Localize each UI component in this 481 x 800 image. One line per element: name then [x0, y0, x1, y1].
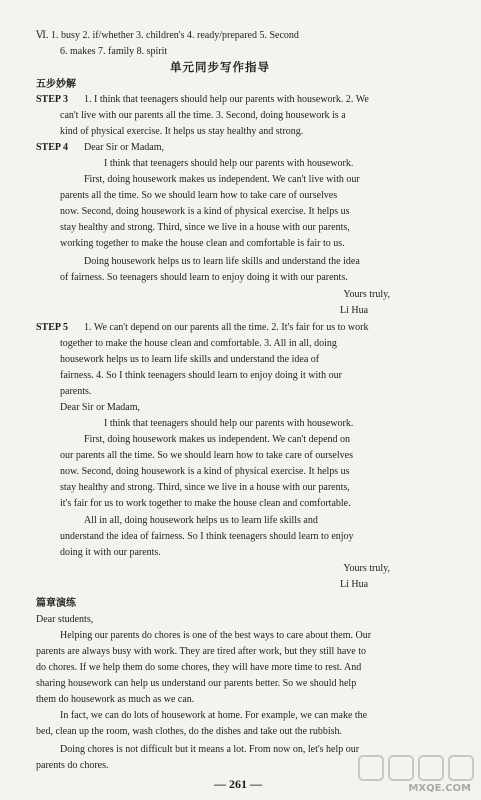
- practice-line: do chores. If we help them do some chores, they will have more time to rest. And: [36, 662, 362, 673]
- practice-line: parents are always busy with work. They are tired after work, but they still have to: [36, 646, 366, 657]
- step4-closing: Yours truly,: [343, 289, 390, 300]
- step4-line: now. Second, doing housework is a kind of physical exercise. It helps us: [60, 206, 350, 217]
- step5-line: parents.: [60, 386, 92, 397]
- step3-label: STEP 3: [36, 94, 68, 105]
- step4-signature: Li Hua: [340, 305, 369, 316]
- practice-line: In fact, we can do lots of housework at home. For example, we can make the: [60, 710, 368, 721]
- practice-line: bed, clean up the room, wash clothes, do the dishes and take out the rubbish.: [36, 726, 343, 737]
- step5-letter-line: stay healthy and strong. Third, since we live in a house with our parents,: [60, 482, 350, 493]
- step4-greeting: Dear Sir or Madam,: [84, 142, 164, 153]
- step5-letter-line: understand the idea of fairness. So I think teenagers should learn to enjoy: [60, 531, 354, 542]
- step3-line: can't live with our parents all the time. 3. Second, doing housework is a: [60, 110, 346, 121]
- answer-line-2: 6. makes 7. family 8. spirit: [60, 46, 168, 57]
- step3-line: kind of physical exercise. It helps us stay healthy and strong.: [60, 126, 304, 137]
- step4-line: Doing housework helps us to learn life skills and understand the idea: [84, 256, 360, 267]
- step4-line: of fairness. So teenagers should learn to enjoy doing it with our parents.: [60, 272, 348, 283]
- watermark-text: MXQE.COM: [408, 783, 471, 794]
- step5-letter-line: First, doing housework makes us independent. We can't depend on: [84, 434, 351, 445]
- step4-line: working together to make the house clean and comfortable is fair to us.: [60, 238, 345, 249]
- section-title: 单元同步写作指导: [170, 62, 270, 74]
- step5-letter-line: doing it with our parents.: [60, 547, 161, 558]
- step5-closing: Yours truly,: [343, 563, 390, 574]
- step4-line: parents all the time. So we should learn how to take care of ourselves: [60, 190, 338, 201]
- practice-line: parents do chores.: [36, 760, 109, 771]
- step5-letter-line: now. Second, doing housework is a kind of physical exercise. It helps us: [60, 466, 350, 477]
- answer-line-1: Ⅵ. 1. busy 2. if/whether 3. children's 4. ready/prepared 5. Second: [36, 30, 299, 41]
- step4-line: I think that teenagers should help our parents with housework.: [104, 158, 354, 169]
- practice-greeting: Dear students,: [36, 614, 94, 625]
- step4-line: stay healthy and strong. Third, since we live in a house with our parents,: [60, 222, 350, 233]
- step4-line: First, doing housework makes us independent. We can't live with our: [84, 174, 360, 185]
- step5-line: together to make the house clean and comfortable. 3. All in all, doing: [60, 338, 337, 349]
- step4-label: STEP 4: [36, 142, 68, 153]
- step5-greeting: Dear Sir or Madam,: [60, 402, 140, 413]
- practice-line: Doing chores is not difficult but it means a lot. From now on, let's help our: [60, 744, 360, 755]
- practice-line: Helping our parents do chores is one of the best ways to care about them. Our: [60, 630, 372, 641]
- practice-line: them do housework as much as we can.: [36, 694, 195, 705]
- page-number: — 261 —: [214, 777, 262, 791]
- step5-line: 1. We can't depend on our parents all the time. 2. It's fair for us to work: [84, 322, 369, 333]
- step5-signature: Li Hua: [340, 579, 369, 590]
- five-steps-heading: 五步妙解: [36, 79, 76, 90]
- step5-letter-line: All in all, doing housework helps us to learn life skills and: [84, 515, 318, 526]
- step3-line: 1. I think that teenagers should help our parents with housework. 2. We: [84, 94, 369, 105]
- step5-letter-line: I think that teenagers should help our parents with housework.: [104, 418, 354, 429]
- step5-line: housework helps us to learn life skills and understand the idea of: [60, 354, 320, 365]
- step5-line: fairness. 4. So I think teenagers should learn to enjoy doing it with our: [60, 370, 342, 381]
- step5-letter-line: our parents all the time. So we should learn how to take care of ourselves: [60, 450, 353, 461]
- chapter-practice-heading: 篇章演练: [36, 598, 76, 609]
- step5-letter-line: it's fair for us to work together to make the house clean and comfortable.: [60, 498, 351, 509]
- practice-line: sharing housework can help us understand our parents better. So we should help: [36, 678, 357, 689]
- step5-label: STEP 5: [36, 322, 68, 333]
